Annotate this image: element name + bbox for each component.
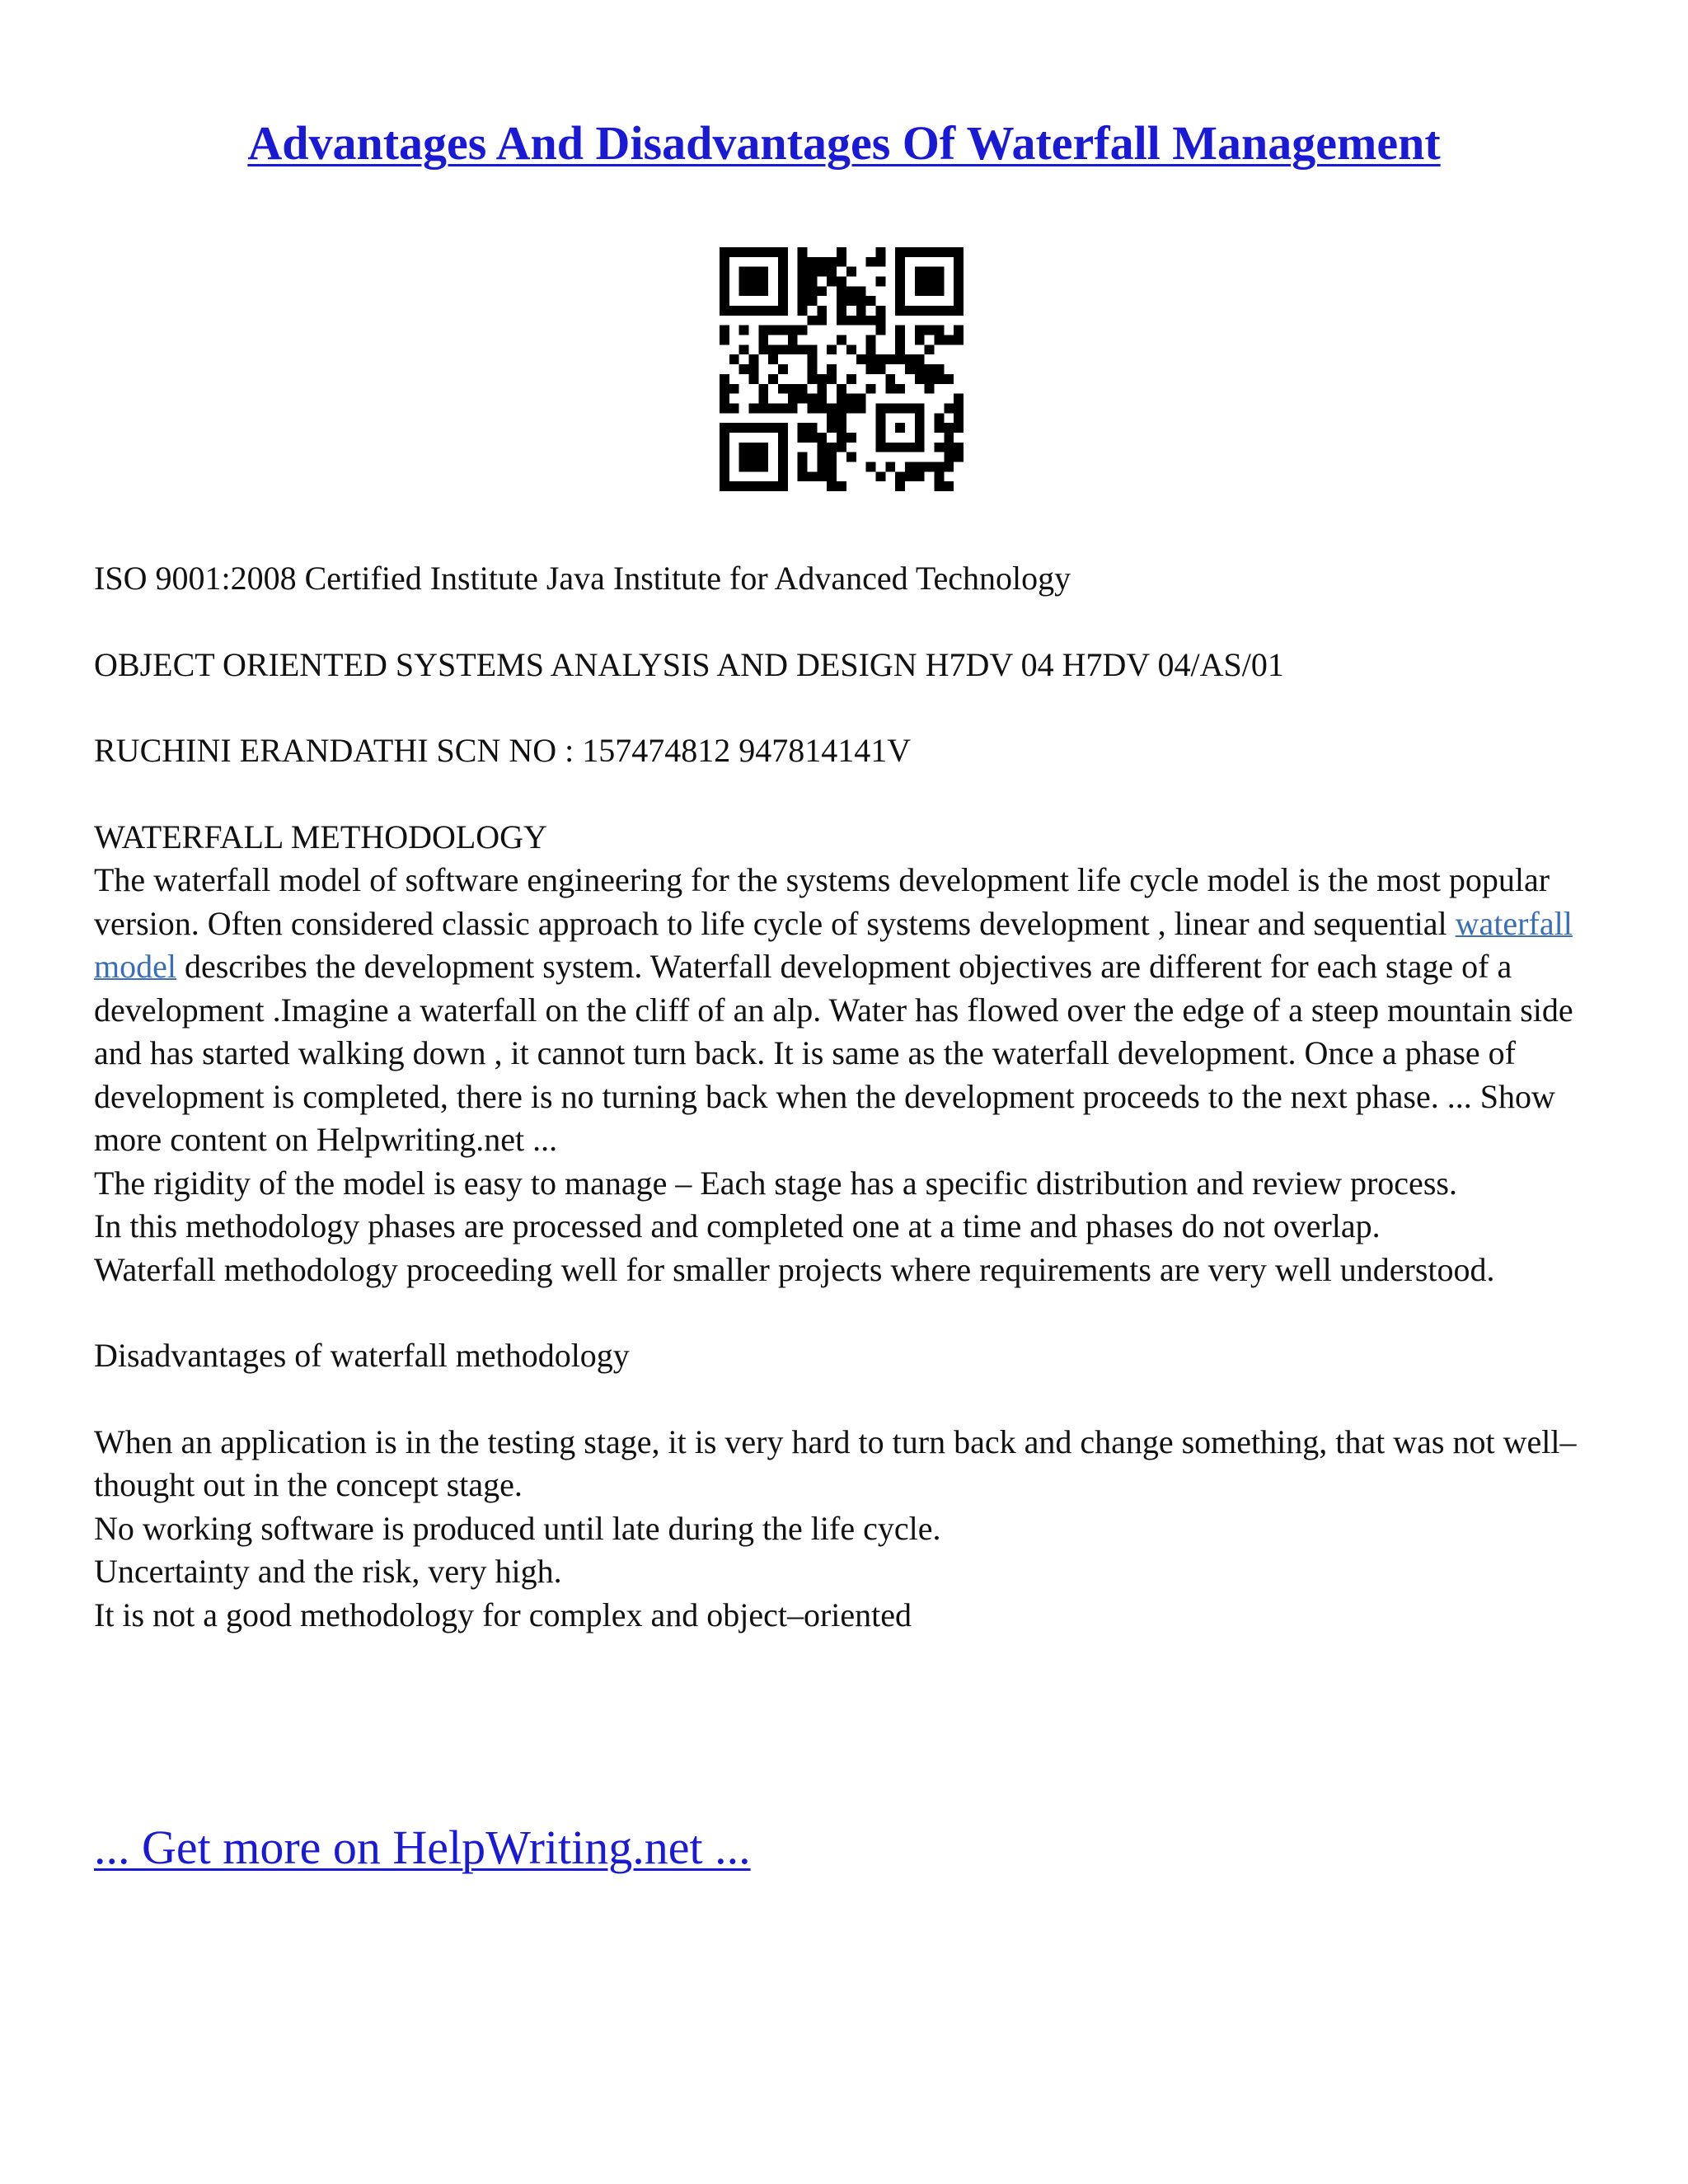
document-body [94, 557, 1602, 1637]
small-projects-paragraph: Waterfall methodology proceeding well for smaller projects where requirements are very well understood. [94, 1250, 1495, 1288]
institute-line: ISO 9001:2008 Certified Institute Java Institute for Advanced Technology [94, 560, 1071, 597]
disadvantage-item: When an application is in the testing stage, it is very hard to turn back and change something, that was not well–thought out in the concept stage. [94, 1422, 1577, 1503]
intro-text-before: The waterfall model of software engineering for the systems development life cycle model is the most popular version. Often considered classic approach to life cycle of systems development , linear and sequential [94, 861, 1550, 942]
course-line: OBJECT ORIENTED SYSTEMS ANALYSIS AND DESIGN H7DV 04 H7DV 04/AS/01 [94, 645, 1284, 683]
waterfall-model-link[interactable]: waterfall model [94, 904, 1573, 985]
qr-code-icon [720, 247, 964, 491]
intro-text-after: describes the development system. Waterfall development objectives are different for each stage of a development .Imagine a waterfall on the cliff of an alp. Water has flowed over the edge of a steep mountain side and has started walking down , it cannot turn back. It is same as the waterfall development. Once a phase of development is completed, there is no turning back when the development proceeds to the next phase. ... Show more content on Helpwriting.net ... [94, 948, 1573, 1158]
disadvantage-item: No working software is produced until late during the life cycle. [94, 1509, 941, 1547]
get-more-link[interactable]: ... Get more on HelpWriting.net ... [94, 1821, 751, 1874]
disadvantage-item: It is not a good methodology for complex and object–oriented [94, 1596, 912, 1633]
rigidity-paragraph: The rigidity of the model is easy to manage – Each stage has a specific distribution and review process. [94, 1164, 1457, 1202]
title-link[interactable]: Advantages And Disadvantages Of Waterfall Management [247, 116, 1441, 170]
section-heading: WATERFALL METHODOLOGY [94, 818, 547, 855]
intro-paragraph [94, 859, 1602, 1162]
disadvantage-item: Uncertainty and the risk, very high. [94, 1553, 562, 1590]
student-line: RUCHINI ERANDATHI SCN NO : 157474812 947814141V [94, 732, 912, 769]
phases-paragraph: In this methodology phases are processed and completed one at a time and phases do not overlap. [94, 1207, 1381, 1244]
document-title [0, 114, 1688, 173]
disadvantages-heading: Disadvantages of waterfall methodology [94, 1337, 630, 1374]
cta-container [94, 1818, 751, 1877]
